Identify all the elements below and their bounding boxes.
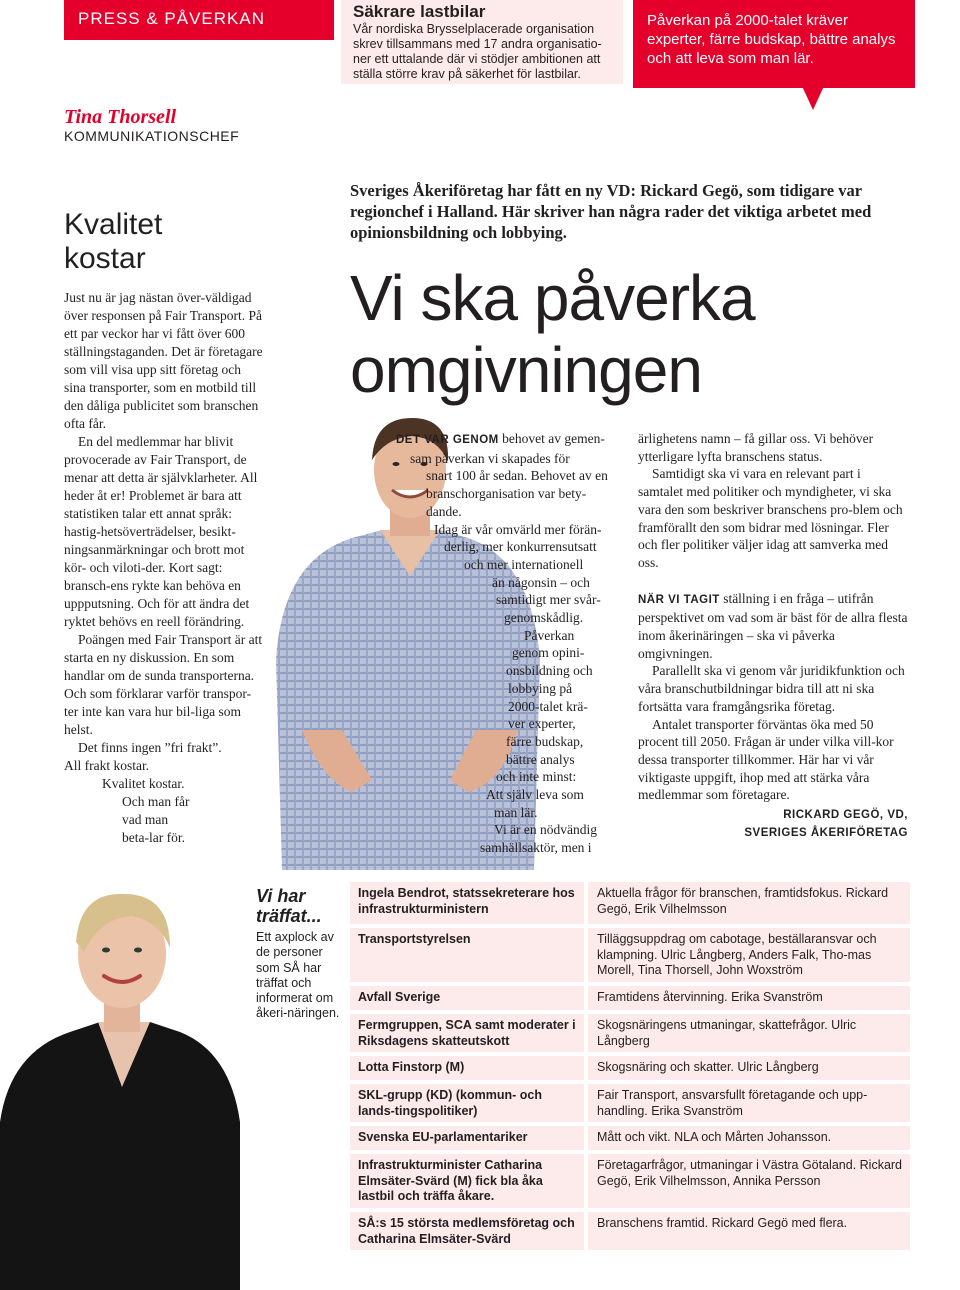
article-line: genomskådlig. <box>504 610 584 626</box>
meeting-who: SKL-grupp (KD) (kommun- och lands-tingspolitiker) <box>350 1084 584 1122</box>
meeting-topic: Skogsnäring och skatter. Ulric Långberg <box>588 1056 910 1080</box>
meeting-who: Avfall Sverige <box>350 986 584 1010</box>
article-line: onsbildning och <box>506 663 593 679</box>
article-paragraph <box>638 590 908 663</box>
column-author-name: Tina Thorsell <box>64 106 177 128</box>
column-paragraph: En del medlemmar har blivit provocerade av Fair Transport, de menar att detta är självklarheter. All heder åt er! Problemet är bara att statistiken talar ett annat språk: hastig-hetsöverträdelser, besikt-ningsanmärkningar och brott mot kör- och viloti-der. Kort sagt: bransch-ens rykte kan behöva en uppputsning. Och för att ändra det ryktet behövs en reell förändring. <box>64 434 258 629</box>
meeting-topic: Företagarfrågor, utmaningar i Västra Götaland. Rickard Gegö, Erik Vilhelmsson, Annika Persson <box>588 1154 910 1208</box>
quote-bubble-text: Påverkan på 2000-talet kräver experter, färre budskap, bättre analys och att leva som man lär. <box>647 12 896 67</box>
met-section-text: Ett axplock av de personer som SÅ har träffat och informerat om åkeri-näringen. <box>256 930 340 1021</box>
article-line: färre budskap, <box>506 733 584 749</box>
article-line: lobbying på <box>508 680 573 696</box>
column-author-title: KOMMUNIKATIONSCHEF <box>64 128 240 144</box>
meeting-topic: Aktuella frågor för branschen, framtidsfokus. Rickard Gegö, Erik Vilhelmsson <box>588 882 910 924</box>
article-line: samtidigt mer svår- <box>496 592 601 608</box>
article-headline-line1: Vi ska påverka <box>350 262 755 334</box>
article-column-2 <box>638 430 908 842</box>
article-column-1 <box>396 430 620 857</box>
section-label: PRESS & PÅVERKAN <box>64 0 334 40</box>
article-signature-line1: RICKARD GEGÖ, VD, <box>783 809 908 822</box>
column-headline-line2: kostar <box>64 242 146 275</box>
column-paragraph: Och man får vad man beta-lar för. <box>122 794 190 845</box>
quote-bubble-tail <box>802 86 824 110</box>
article-line: 2000-talet krä- <box>508 698 588 714</box>
article-lead-caps: NÄR VI TAGIT <box>638 593 720 606</box>
article-line: behovet av gemen- <box>502 431 605 446</box>
article-line: genom opini- <box>512 645 585 661</box>
meeting-topic: Branschens framtid. Rickard Gegö med flera. <box>588 1212 910 1250</box>
meeting-who: Lotta Finstorp (M) <box>350 1056 584 1080</box>
column-paragraph: Det finns ingen ”fri frakt”. All frakt kostar. <box>64 740 222 773</box>
article-line: bättre analys <box>506 751 575 767</box>
news-box <box>341 0 623 84</box>
article-lead-caps: DET VAR GENOM <box>396 434 499 446</box>
column-body <box>64 289 264 847</box>
meeting-who: SÅ:s 15 största medlemsföretag och Catharina Elmsäter-Svärd <box>350 1212 584 1250</box>
article-line: Idag är vår omvärld mer förän- <box>434 521 602 537</box>
article-line: sam påverkan vi skapades för <box>410 450 570 466</box>
column-paragraph: Kvalitet kostar. <box>102 776 185 791</box>
meeting-topic: Framtidens återvinning. Erika Svanström <box>588 986 910 1010</box>
article-line: ver experter, <box>508 716 576 732</box>
article-paragraph: Samtidigt ska vi vara en relevant part i samtalet med politiker och myndigheter, vi ska vara den som beskriver branschens pro-blem och framförallt den som bidrar med lösningar. Fler och fler politiker väljer idag att samverka med oss. <box>638 466 903 570</box>
article-line: Påverkan <box>524 627 575 643</box>
article-line: branschorganisation var bety- <box>426 486 587 502</box>
article-line: och mer internationell <box>464 556 584 572</box>
meeting-who: Infrastrukturminister Catharina Elmsäter-Svärd (M) fick bla åka lastbil och träffa åkare. <box>350 1154 584 1208</box>
meeting-topic: Skogsnäringens utmaningar, skattefrågor. Ulric Långberg <box>588 1014 910 1052</box>
article-paragraph-text: ställning i en fråga – utifrån perspektivet om vad som är bäst för de allra flesta inom åkerinäringen – ska vi påverka omgivningen. <box>638 590 908 661</box>
meeting-who: Ingela Bendrot, statssekreterare hos infrastrukturministern <box>350 882 584 924</box>
article-line: man lär. <box>494 804 538 820</box>
article-line: Att själv leva som <box>486 787 584 803</box>
article-paragraph: ärlighetens namn – få gillar oss. Vi behöver ytterligare lyfta branschens status. <box>638 431 874 464</box>
quote-bubble <box>633 0 915 88</box>
column-headline <box>64 208 264 276</box>
column-paragraph: Poängen med Fair Transport är att starta en ny diskussion. En som handlar om de sunda transporterna. Och som förklarar varför transpor-ter inte kan vara hur bil-liga som helst. <box>64 632 263 737</box>
article-paragraph: Parallellt ska vi genom vår juridikfunktion och våra branschutbildningar bidra till att ni ska fortsätta vara framgångsrika företag. <box>638 663 905 714</box>
article-paragraph: Antalet transporter förväntas öka med 50 procent till 2050. Frågan är under vilka vill-kor dessa transporter tillkommer. Här har vi vår viktigaste uppgift, ihop med att stärka våra medlemmar som företagare. <box>638 716 894 803</box>
news-box-text: Vår nordiska Brysselplacerade organisation skrev tillsammans med 17 andra organisatio-ner ett uttalande där vi stödjer ambitionen att ställa större krav på säkerhet för lastbilar. <box>353 22 602 81</box>
article-line: samhällsaktör, men i <box>480 840 592 856</box>
met-section-title <box>256 886 346 926</box>
meeting-topic: Mått och vikt. NLA och Mårten Johansson. <box>588 1126 910 1150</box>
article-signature <box>638 806 908 842</box>
column-paragraph: Just nu är jag nästan över-väldigad över responsen på Fair Transport. På ett par veckor har vi fått över 600 ställningstaganden. Det är företagare som vill visa upp sitt företag och sina transporter, som en motbild till den dåliga publicitet som branschen ofta får. <box>64 290 263 431</box>
article-line: Vi är en nödvändig <box>494 822 598 838</box>
article-line: derlig, mer konkurrensutsatt <box>444 539 597 555</box>
portrait-tina-thorsell <box>0 872 240 1290</box>
article-line: dande. <box>426 503 462 519</box>
article-line: och inte minst: <box>496 769 577 785</box>
meeting-who: Svenska EU-parlamentariker <box>350 1126 584 1150</box>
meeting-who: Transportstyrelsen <box>350 928 584 982</box>
meeting-topic: Tilläggsuppdrag om cabotage, beställaransvar och klampning. Ulric Långberg, Anders Falk, Tho-mas Morell, Tina Thorsell, John Woxström <box>588 928 910 982</box>
news-box-title: Säkrare lastbilar <box>353 2 486 21</box>
article-signature-line2: SVERIGES ÅKERIFÖRETAG <box>744 827 908 840</box>
article-ingress: Sveriges Åkeriföretag har fått en ny VD: Rickard Gegö, som tidigare var regionchef i Halland. Här skriver han några rader det viktiga arbetet med opinionsbildning och lobbying. <box>350 181 872 242</box>
article-line: än någonsin – och <box>492 574 590 590</box>
column-headline-line1: Kvalitet <box>64 208 163 241</box>
meeting-topic: Fair Transport, ansvarsfullt företagande och upp-handling. Erika Svanström <box>588 1084 910 1122</box>
met-section-title-line1: Vi har <box>256 886 306 906</box>
meeting-who: Fermgruppen, SCA samt moderater i Riksdagens skatteutskott <box>350 1014 584 1052</box>
article-headline-line2: omgivningen <box>350 334 702 406</box>
article-line: snart 100 år sedan. Behovet av en <box>426 468 608 484</box>
article-headline <box>350 262 930 406</box>
met-section-title-line2: träffat... <box>256 906 322 926</box>
